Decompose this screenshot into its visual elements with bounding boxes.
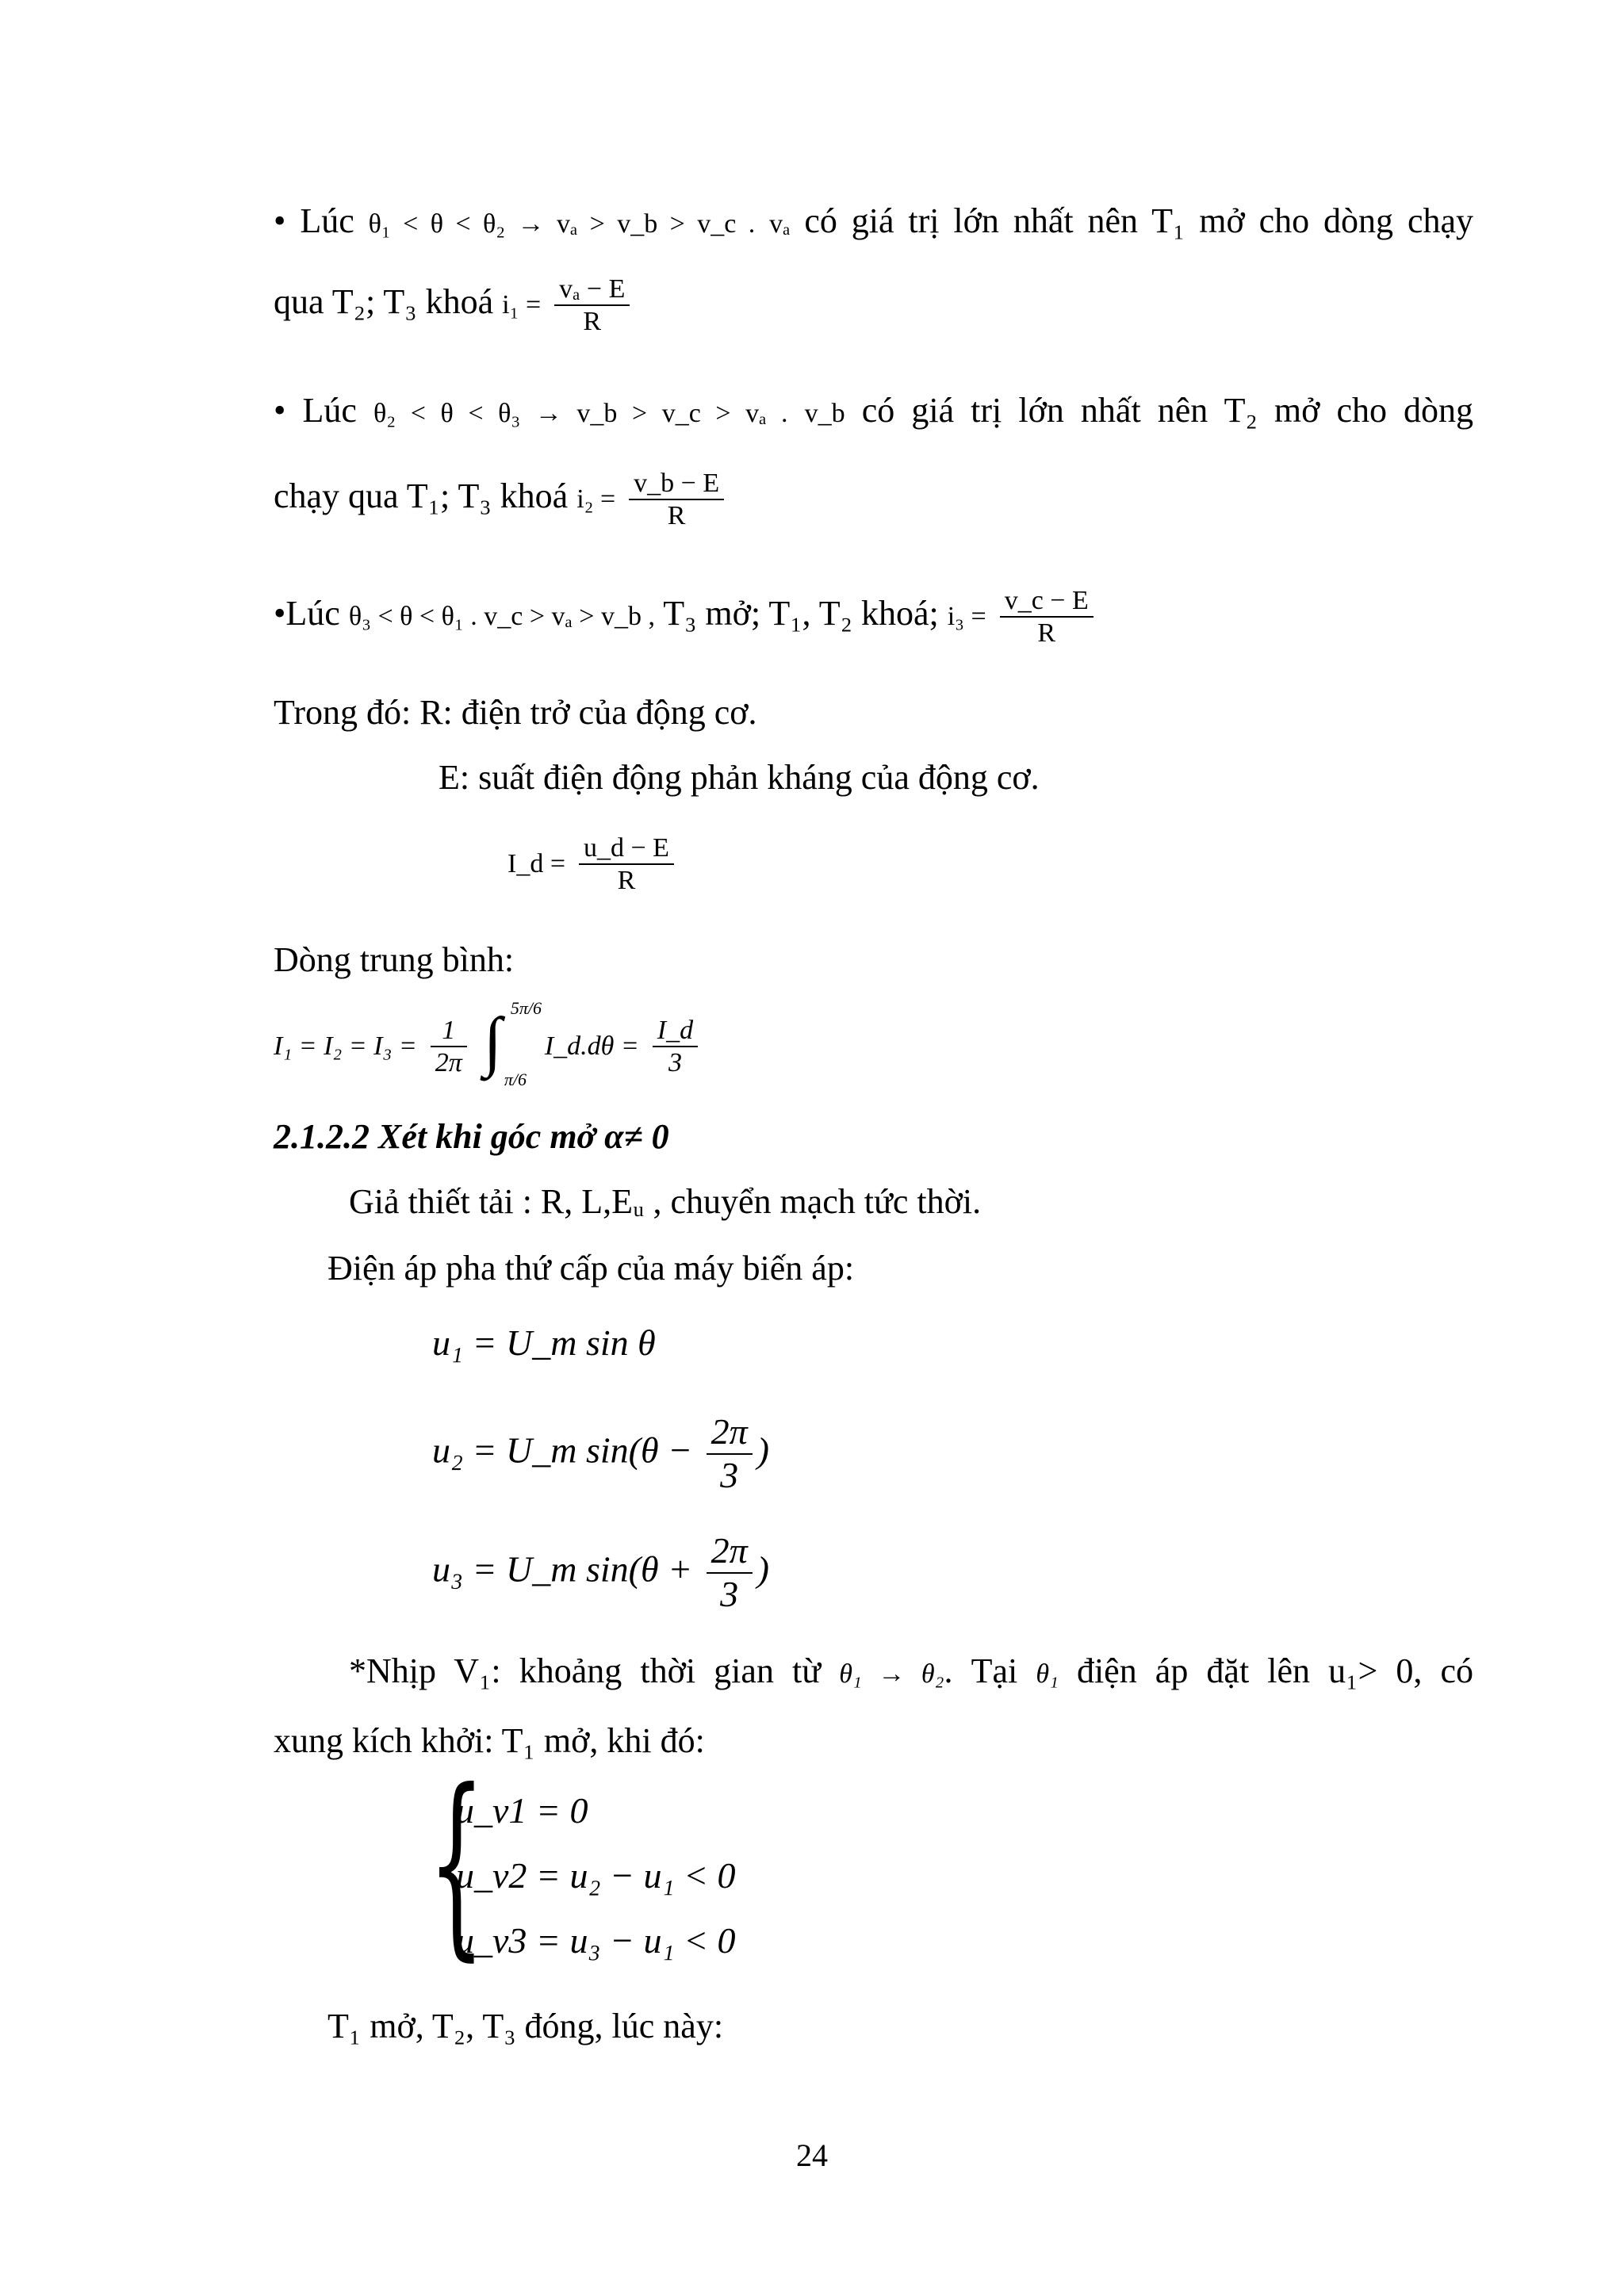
case3-formula-fraction: [1000, 585, 1094, 649]
case1-text: có giá trị lớn nhất nên T₁ mở cho dòng chạy: [804, 201, 1474, 240]
fraction-numerator: v_b − E: [629, 468, 724, 500]
fraction-numerator: I_d: [653, 1015, 698, 1047]
avg-rhs-fraction: [653, 1015, 698, 1078]
fraction-numerator: 2π: [707, 1411, 753, 1455]
interval-theta1: θ₁: [1036, 1659, 1059, 1689]
case3-lead: Lúc: [285, 594, 340, 633]
interval-text-e: điện áp đặt lên u₁> 0, có: [1076, 1651, 1474, 1690]
case1-line1: [274, 201, 1473, 245]
u2-right: ): [756, 1429, 769, 1471]
left-brace-icon: {: [428, 1747, 485, 1978]
case1-line2: [274, 274, 634, 337]
integral-lower-limit: π/6: [504, 1070, 527, 1089]
case1-condition: θ₁ < θ < θ₂ → vₐ > v_b > v_c .: [368, 209, 756, 239]
fraction-numerator: v_c − E: [1000, 585, 1094, 618]
case2-formula-lhs: i₂ =: [576, 484, 616, 515]
fraction-denominator: R: [667, 501, 686, 531]
fraction-numerator: vₐ − E: [554, 274, 630, 306]
system-eq-2: u_v2 = u₂ − u₁ < 0: [456, 1855, 736, 1896]
id-formula: [508, 832, 679, 896]
system-eq-3: u_v3 = u₃ − u₁ < 0: [456, 1920, 736, 1961]
case1-va: vₐ: [769, 209, 791, 239]
system-eq-1: u_v1 = 0: [456, 1790, 588, 1831]
id-lhs: I_d =: [508, 849, 565, 879]
interval-line2: xung kích khởi: T₁ mở, khi đó:: [274, 1721, 705, 1760]
avg-fraction: [431, 1015, 467, 1078]
bullet: •: [274, 201, 286, 240]
section-heading: 2.1.2.2 Xét khi góc mở α≠ 0: [274, 1117, 669, 1156]
case3-formula-lhs: i₃ =: [947, 602, 986, 632]
avg-current-formula: [274, 998, 703, 1089]
case2-line2: [274, 468, 729, 531]
integral-upper-limit: 5π/6: [510, 998, 542, 1018]
case2-text2: chạy qua T₁; T₃ khoá: [274, 476, 569, 516]
case3-line: [274, 585, 1098, 649]
fraction-numerator: u_d − E: [579, 832, 674, 865]
case2-line1: [274, 390, 1473, 434]
u3-right: ): [756, 1548, 769, 1590]
case3-text: T₃ mở; T₁, T₂ khoá;: [663, 594, 939, 633]
integral-sign: ∫: [483, 1004, 502, 1078]
integral: [481, 998, 542, 1089]
interval-theta-range: θ₁ → θ₂: [839, 1659, 944, 1689]
equation-u2: [432, 1411, 769, 1497]
u3-fraction: [707, 1530, 753, 1616]
case2-text: có giá trị lớn nhất nên T₂ mở cho dòng: [861, 391, 1474, 430]
page-number: 24: [796, 2137, 828, 2173]
interval-text-c: . Tại: [944, 1651, 1018, 1690]
id-fraction: [579, 832, 674, 896]
final-line: T₁ mở, T₂, T₃ đóng, lúc này:: [327, 2007, 724, 2045]
fraction-denominator: R: [1037, 618, 1056, 649]
case3-condition: θ₃ < θ < θ₁ . v_c > vₐ > v_b ,: [348, 602, 655, 632]
fraction-denominator: 3: [720, 1573, 739, 1614]
voltage-intro: Điện áp pha thứ cấp của máy biến áp:: [327, 1249, 855, 1288]
bullet: •: [274, 391, 286, 430]
case2-condition: θ₂ < θ < θ₃ → v_b > v_c > vₐ .: [373, 399, 788, 428]
fraction-denominator: 3: [668, 1048, 682, 1077]
equation-u1: u₁ = U_m sin θ: [432, 1322, 656, 1363]
interval-line1: [349, 1651, 1473, 1695]
case1-lead: Lúc: [300, 201, 354, 240]
interval-text-a: *Nhịp V₁: khoảng thời gian từ: [349, 1651, 822, 1690]
avg-lhs: I₁ = I₂ = I₃ =: [274, 1031, 417, 1062]
fraction-numerator: 2π: [707, 1530, 753, 1574]
fraction-denominator: 3: [720, 1454, 739, 1495]
case1-formula-fraction: [554, 274, 630, 337]
u2-left: u₂ = U_m sin(θ −: [432, 1429, 693, 1471]
case1-text2: qua T₂; T₃ khoá: [274, 282, 494, 322]
u3-left: u₃ = U_m sin(θ +: [432, 1548, 693, 1590]
fraction-denominator: R: [583, 307, 602, 337]
assumption-line: Giả thiết tải : R, L,Eᵤ , chuyển mạch tức thời.: [349, 1182, 982, 1221]
fraction-denominator: R: [617, 866, 636, 896]
u2-fraction: [707, 1411, 753, 1497]
avg-current-label: Dòng trung bình:: [274, 940, 515, 979]
case2-formula-fraction: [629, 468, 724, 531]
fraction-denominator: 2π: [435, 1048, 462, 1077]
avg-integrand: I_d.dθ =: [544, 1031, 639, 1062]
case1-formula-lhs: i₁ =: [502, 290, 542, 320]
definition-e: E: suất điện động phản kháng của động cơ.: [439, 758, 1040, 797]
bullet: •: [274, 594, 286, 633]
equation-u3: [432, 1530, 769, 1616]
definition-r: Trong đó: R: điện trở của động cơ.: [274, 693, 757, 732]
fraction-numerator: 1: [431, 1015, 467, 1047]
case2-vb: v_b: [804, 399, 845, 428]
case2-lead: Lúc: [302, 391, 357, 430]
